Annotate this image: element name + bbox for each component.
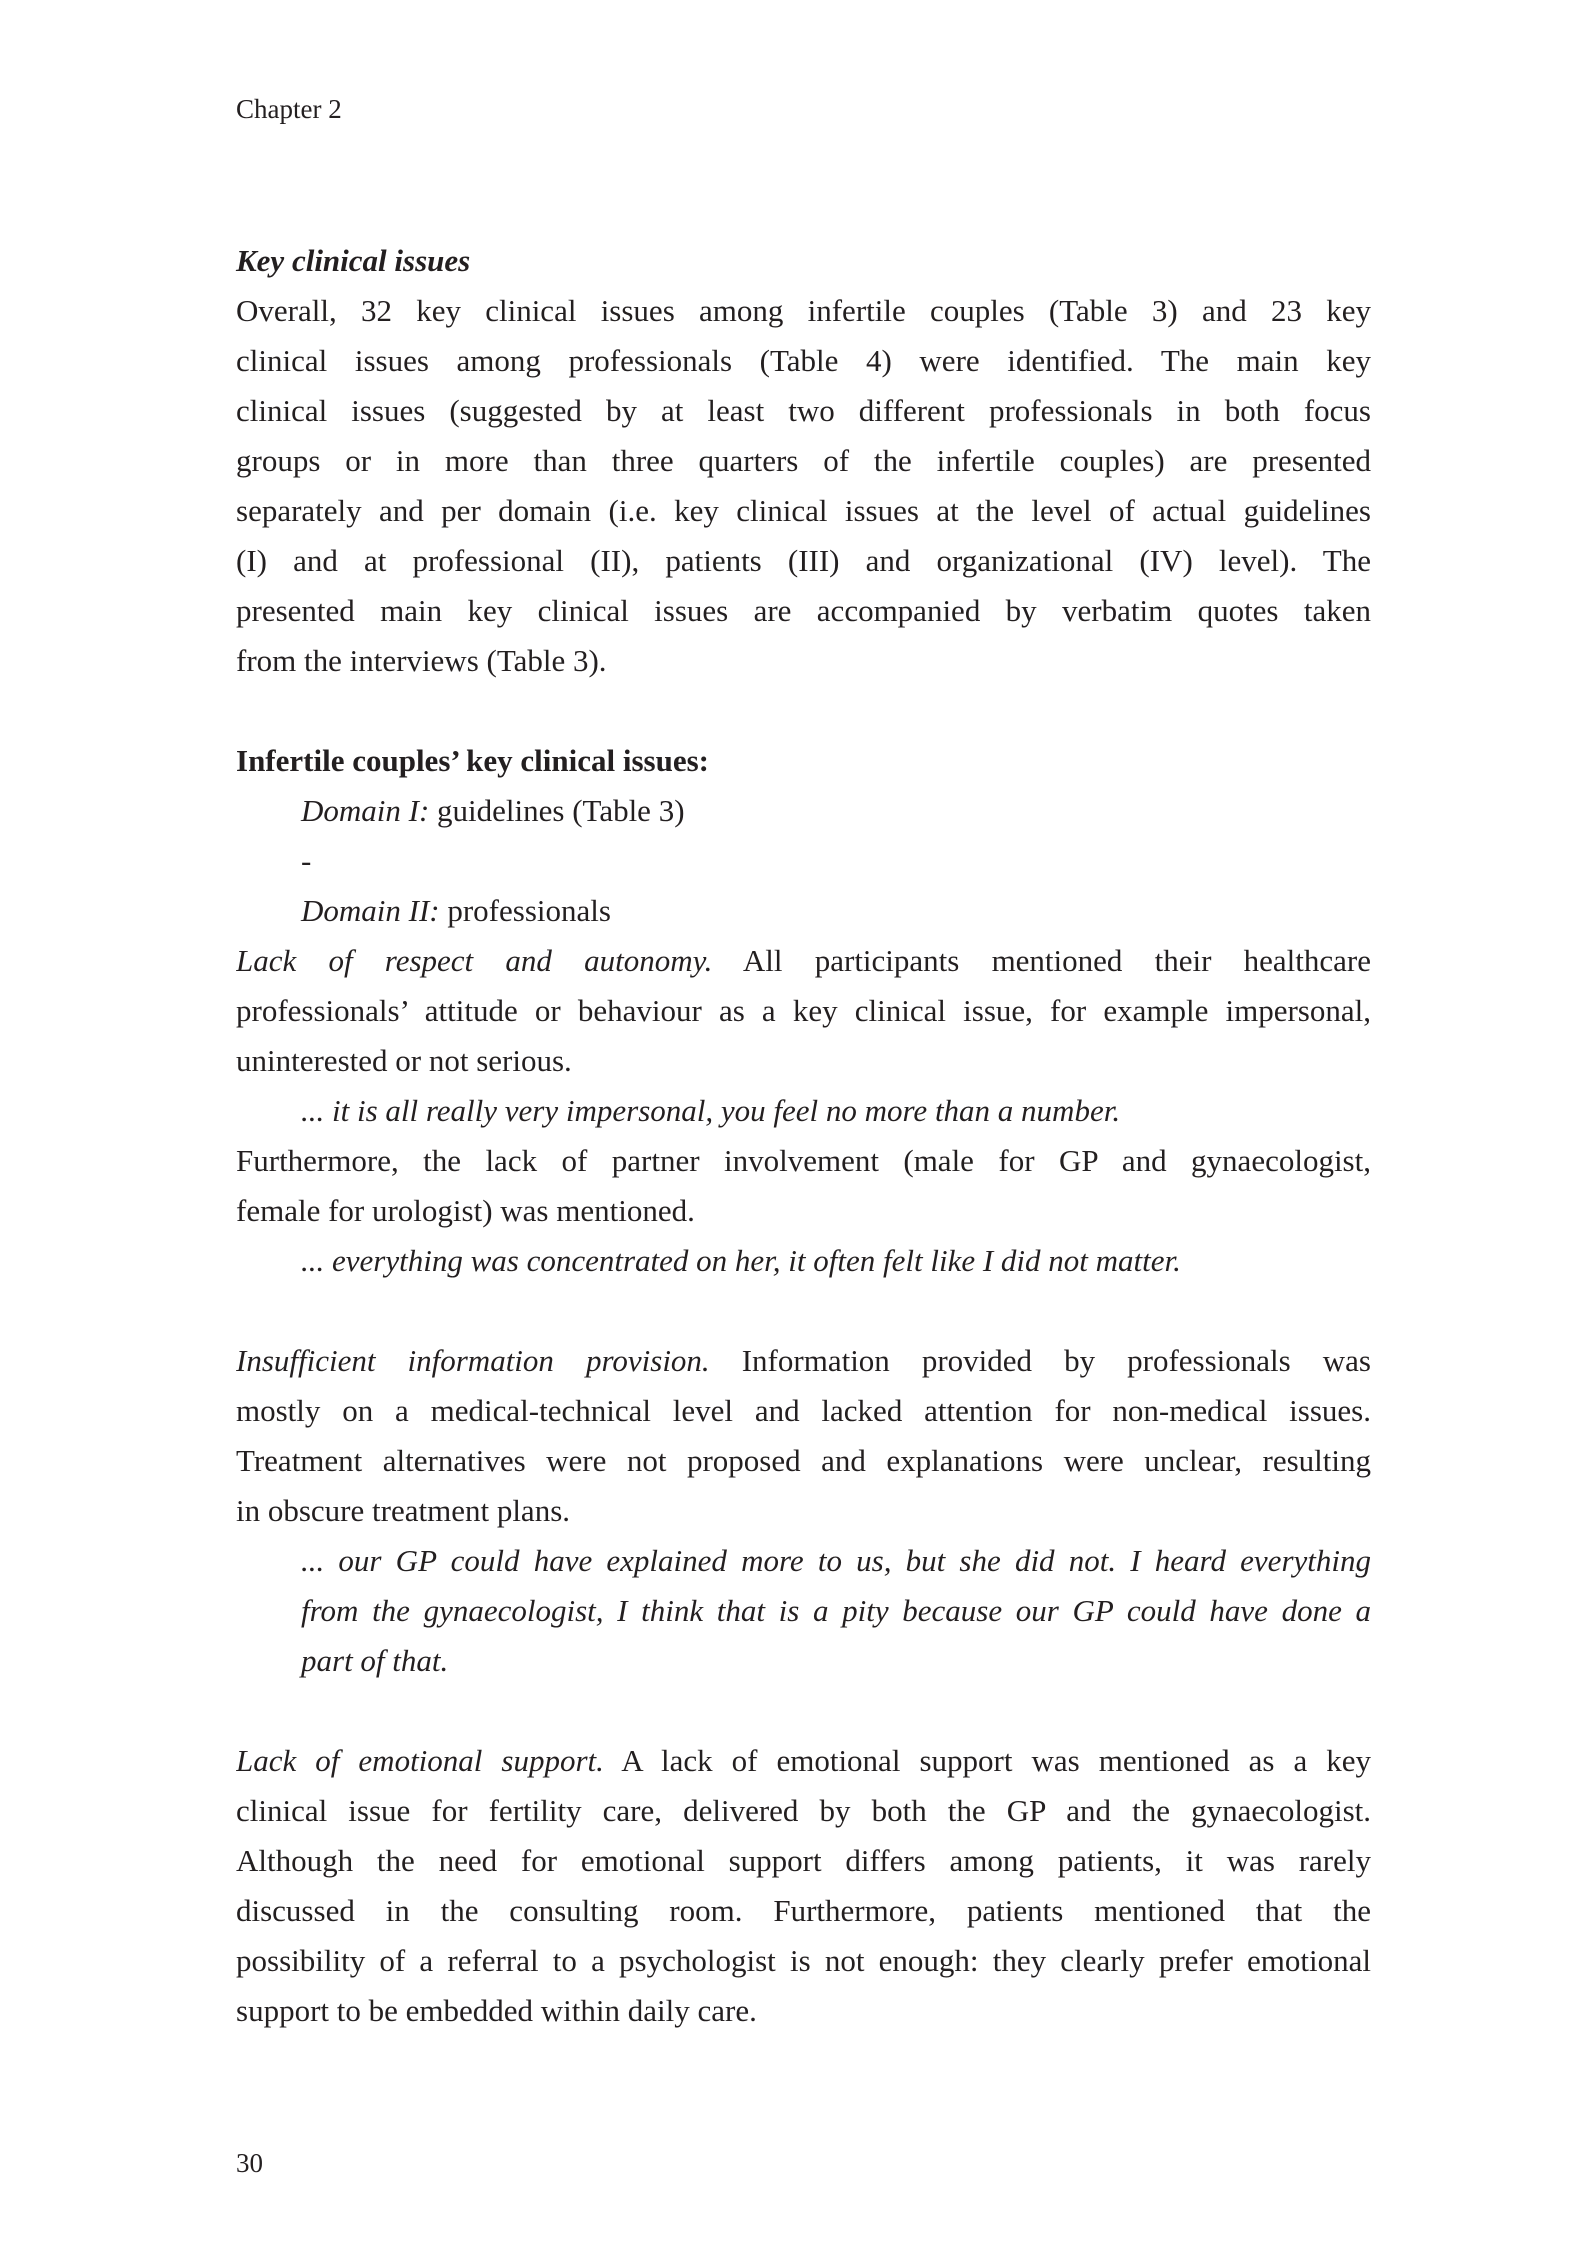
intro-line: separately and per domain (i.e. key clinical issues at the level of actual guidelines <box>236 493 1371 528</box>
intro-line: clinical issues among professionals (Table 4) were identified. The main key <box>236 343 1371 378</box>
paragraph-line: female for urologist) was mentioned. <box>236 1193 695 1228</box>
section-title: Key clinical issues <box>236 243 471 278</box>
paragraph-line: Insufficient information provision. Information provided by professionals was <box>236 1343 1371 1378</box>
body-text <box>236 236 1371 2036</box>
domain-text: professionals <box>439 893 611 928</box>
paragraph-line: in obscure treatment plans. <box>236 1493 571 1528</box>
issue-lead: Insufficient information provision. <box>236 1343 710 1378</box>
intro-line: groups or in more than three quarters of the infertile couples) are presented <box>236 443 1371 478</box>
subsection-heading: Infertile couples’ key clinical issues: <box>236 743 709 778</box>
issue-lead: Lack of respect and autonomy. <box>236 943 713 978</box>
paragraph-line: mostly on a medical-technical level and lacked attention for non-medical issues. <box>236 1393 1371 1428</box>
paragraph-line: Lack of respect and autonomy. All participants mentioned their healthcare <box>236 943 1371 978</box>
domain-1-empty: - <box>301 843 312 878</box>
paragraph-line: discussed in the consulting room. Furthermore, patients mentioned that the <box>236 1893 1371 1928</box>
domain-text: guidelines (Table 3) <box>429 793 685 828</box>
quote: ... everything was concentrated on her, it often felt like I did not matter. <box>301 1243 1181 1278</box>
intro-line: from the interviews (Table 3). <box>236 643 607 678</box>
page-number: 30 <box>236 2148 263 2178</box>
paragraph-line: Although the need for emotional support differs among patients, it was rarely <box>236 1843 1371 1878</box>
domain-1 <box>236 786 1371 836</box>
quote: part of that. <box>301 1643 449 1678</box>
issue-lead: Lack of emotional support. <box>236 1743 604 1778</box>
quote: from the gynaecologist, I think that is a pity because our GP could have done a <box>301 1593 1371 1628</box>
paragraph-line: Treatment alternatives were not proposed and explanations were unclear, resulting <box>236 1443 1371 1478</box>
domain-2 <box>236 886 1371 936</box>
paragraph-line: professionals’ attitude or behaviour as a key clinical issue, for example impersonal, <box>236 993 1371 1028</box>
paragraph-line: possibility of a referral to a psychologist is not enough: they clearly prefer emotional <box>236 1943 1371 1978</box>
domain-label: Domain II: <box>301 893 440 928</box>
paragraph-line: Furthermore, the lack of partner involvement (male for GP and gynaecologist, <box>236 1143 1371 1178</box>
quote: ... our GP could have explained more to us, but she did not. I heard everything <box>301 1543 1371 1578</box>
paragraph-line: clinical issue for fertility care, delivered by both the GP and the gynaecologist. <box>236 1793 1371 1828</box>
intro-line: Overall, 32 key clinical issues among infertile couples (Table 3) and 23 key <box>236 293 1371 328</box>
intro-line: clinical issues (suggested by at least two different professionals in both focus <box>236 393 1371 428</box>
domain-label: Domain I: <box>301 793 430 828</box>
paragraph-line: Lack of emotional support. A lack of emotional support was mentioned as a key <box>236 1743 1371 1778</box>
intro-line: presented main key clinical issues are accompanied by verbatim quotes taken <box>236 593 1371 628</box>
quote: ... it is all really very impersonal, you feel no more than a number. <box>301 1093 1121 1128</box>
intro-line: (I) and at professional (II), patients (III) and organizational (IV) level). The <box>236 543 1371 578</box>
paragraph-line: support to be embedded within daily care. <box>236 1993 757 2028</box>
paragraph-line: uninterested or not serious. <box>236 1043 572 1078</box>
running-header: Chapter 2 <box>236 94 342 124</box>
